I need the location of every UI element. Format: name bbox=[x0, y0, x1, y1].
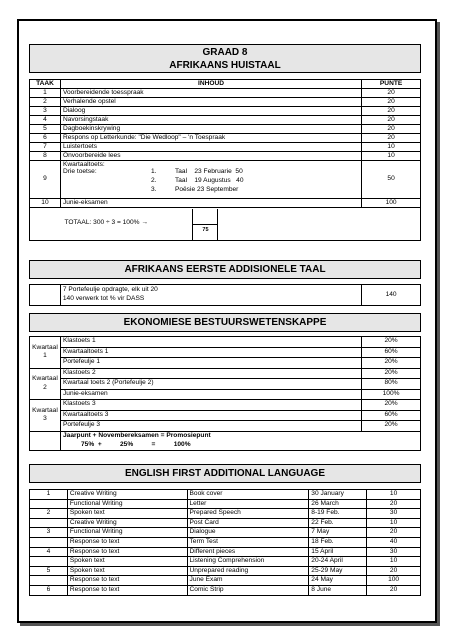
task-date: 22 Feb. bbox=[309, 518, 367, 528]
kwartaal-number: 3 bbox=[43, 415, 47, 423]
eat-line-1: 7 Portefeulje opdragte, elk uit 20 bbox=[62, 286, 158, 294]
row-marks: 10 bbox=[362, 143, 421, 152]
task-type: Creative Writing bbox=[67, 490, 187, 500]
task-marks: 30 bbox=[367, 547, 421, 557]
test-text: Taal 19 Augustus 40 bbox=[174, 177, 244, 185]
row-nr: 6 bbox=[30, 134, 61, 143]
row-marks: 20 bbox=[362, 134, 421, 143]
kwartaal-word: Kwartaal bbox=[32, 343, 58, 351]
eat-line-2: 140 verwerk tot % vir DASS bbox=[62, 295, 145, 302]
efal-row bbox=[30, 537, 421, 547]
huistaal-row bbox=[30, 143, 421, 152]
grade-title: GRAAD 8 bbox=[202, 47, 248, 58]
kwartaal-label bbox=[30, 337, 61, 369]
task-type: Functional Writing bbox=[67, 528, 187, 538]
task-content: Unprepared reading bbox=[187, 566, 309, 576]
task-marks: 100 bbox=[367, 576, 421, 586]
row-content: Junie-eksamen bbox=[60, 199, 361, 208]
task-marks: 10 bbox=[367, 557, 421, 567]
col-taak: TAAK bbox=[30, 80, 61, 89]
row-marks: 20 bbox=[362, 89, 421, 98]
task-nr bbox=[30, 557, 68, 567]
task-nr bbox=[30, 518, 68, 528]
row-content: Navorsingstaak bbox=[60, 116, 361, 125]
task-date: 18 Feb. bbox=[309, 537, 367, 547]
test-num: 2. bbox=[150, 177, 157, 185]
task-type: Response to text bbox=[67, 537, 187, 547]
row-content: Onvoorbereide lees bbox=[60, 152, 361, 161]
huistaal-table bbox=[29, 79, 421, 241]
kwartaaltoets-title: Kwartaaltoets: bbox=[62, 160, 105, 168]
efal-row bbox=[30, 518, 421, 528]
total-box-value: 75 bbox=[202, 226, 209, 233]
task-nr: 2 bbox=[30, 509, 68, 519]
task-date: 15 April bbox=[309, 547, 367, 557]
huistaal-total-row bbox=[30, 208, 421, 241]
task-date: 8 June bbox=[309, 585, 367, 595]
ems-item: Junie-eksamen bbox=[60, 389, 361, 400]
ems-table bbox=[29, 336, 421, 451]
col-inhoud: INHOUD bbox=[60, 80, 361, 89]
task-date: 26 March bbox=[309, 499, 367, 509]
task-marks: 20 bbox=[367, 566, 421, 576]
task-type: Spoken text bbox=[67, 557, 187, 567]
task-nr: 6 bbox=[30, 585, 68, 595]
test-text: Poësie 23 September bbox=[174, 186, 239, 194]
ems-row bbox=[30, 421, 421, 432]
efal-row bbox=[30, 576, 421, 586]
ems-item: Portefeulje 1 bbox=[60, 358, 361, 369]
task-marks: 20 bbox=[367, 499, 421, 509]
subject-title: AFRIKAANS HUISTAAL bbox=[169, 60, 281, 71]
ems-row bbox=[30, 358, 421, 369]
row-marks: 20 bbox=[362, 98, 421, 107]
task-type: Response to text bbox=[67, 547, 187, 557]
row-nr: 8 bbox=[30, 152, 61, 161]
task-type: Functional Writing bbox=[67, 499, 187, 509]
huistaal-row-10 bbox=[30, 199, 421, 208]
col-punte: PUNTE bbox=[362, 80, 421, 89]
task-nr bbox=[30, 499, 68, 509]
task-marks: 10 bbox=[367, 490, 421, 500]
ems-pct: 20% bbox=[362, 368, 421, 379]
ems-title: EKONOMIESE BESTUURSWETENSKAPPE bbox=[123, 317, 327, 328]
ems-pct: 80% bbox=[362, 379, 421, 390]
task-type: Response to text bbox=[67, 585, 187, 595]
ems-item: Kwartaaltoets 3 bbox=[60, 410, 361, 421]
task-date: 24 May bbox=[309, 576, 367, 586]
row-marks: 100 bbox=[362, 199, 421, 208]
row-content: Dagboekinskrywing bbox=[60, 125, 361, 134]
kwartaal-word: Kwartaal bbox=[32, 406, 58, 414]
row-nr: 1 bbox=[30, 89, 61, 98]
ems-formula-row bbox=[30, 431, 421, 450]
row-content: Verhalende opstel bbox=[60, 98, 361, 107]
huistaal-row bbox=[30, 125, 421, 134]
task-marks: 10 bbox=[367, 518, 421, 528]
ems-item: Kwartaal toets 2 (Portefeulje 2) bbox=[60, 379, 361, 390]
task-nr: 5 bbox=[30, 566, 68, 576]
ems-pct: 60% bbox=[362, 410, 421, 421]
task-date: 8-19 Feb. bbox=[309, 509, 367, 519]
ems-item: Klastoets 1 bbox=[60, 337, 361, 348]
row-nr: 2 bbox=[30, 98, 61, 107]
row-marks: 20 bbox=[362, 116, 421, 125]
task-marks: 30 bbox=[367, 509, 421, 519]
row-nr: 5 bbox=[30, 125, 61, 134]
task-date: 20-24 April bbox=[309, 557, 367, 567]
task-content: Letter bbox=[187, 499, 309, 509]
task-content: Comic Strip bbox=[187, 585, 309, 595]
task-content: Dialogue bbox=[187, 528, 309, 538]
ems-row bbox=[30, 389, 421, 400]
efal-row bbox=[30, 490, 421, 500]
ems-item: Portefeulje 3 bbox=[60, 421, 361, 432]
task-content: Post Card bbox=[187, 518, 309, 528]
eat-marks: 140 bbox=[362, 285, 421, 306]
ems-pct: 20% bbox=[362, 358, 421, 369]
row-content: Respons op Letterkunde: "Die Wedloop" – 'n Toespraak bbox=[60, 134, 361, 143]
efal-title: ENGLISH FIRST ADDITIONAL LANGUAGE bbox=[125, 468, 325, 479]
task-content: Listening Comprehension bbox=[187, 557, 309, 567]
row-marks: 20 bbox=[362, 125, 421, 134]
task-marks: 40 bbox=[367, 537, 421, 547]
huistaal-row-9 bbox=[30, 161, 421, 199]
efal-table bbox=[29, 489, 421, 596]
efal-row bbox=[30, 557, 421, 567]
ems-item: Klastoets 2 bbox=[60, 368, 361, 379]
huistaal-row bbox=[30, 116, 421, 125]
efal-row bbox=[30, 509, 421, 519]
ems-pct: 20% bbox=[362, 337, 421, 348]
test-text: Taal 23 Februarie 50 bbox=[174, 168, 243, 176]
ems-row bbox=[30, 347, 421, 358]
task-nr: 1 bbox=[30, 490, 68, 500]
promosie-formula bbox=[60, 431, 420, 450]
ems-pct: 100% bbox=[362, 389, 421, 400]
task-marks: 20 bbox=[367, 585, 421, 595]
total-formula: TOTAAL: 300 ÷ 3 = 100% → bbox=[64, 218, 148, 226]
row-content: Dialoog bbox=[60, 107, 361, 116]
eat-table bbox=[29, 284, 421, 306]
huistaal-row bbox=[30, 152, 421, 161]
row-nr: 10 bbox=[30, 199, 61, 208]
task-type: Response to text bbox=[67, 576, 187, 586]
efal-row bbox=[30, 566, 421, 576]
ems-pct: 20% bbox=[362, 421, 421, 432]
eat-title: AFRIKAANS EERSTE ADDISIONELE TAAL bbox=[124, 264, 326, 275]
task-date: 7 May bbox=[309, 528, 367, 538]
huistaal-row bbox=[30, 89, 421, 98]
row-marks: 10 bbox=[362, 152, 421, 161]
eat-description bbox=[60, 285, 361, 306]
efal-row bbox=[30, 499, 421, 509]
task-type: Creative Writing bbox=[67, 518, 187, 528]
ems-row bbox=[30, 410, 421, 421]
task-date: 25-29 May bbox=[309, 566, 367, 576]
row-nr: 4 bbox=[30, 116, 61, 125]
task-marks: 20 bbox=[367, 528, 421, 538]
task-content: Term Test bbox=[187, 537, 309, 547]
kwartaal-label bbox=[30, 368, 61, 400]
task-content: June Exam bbox=[187, 576, 309, 586]
row-content: Voorbereidende toesspraak bbox=[60, 89, 361, 98]
drie-toetse-label: Drie toetse: bbox=[62, 168, 97, 176]
ems-item: Klastoets 3 bbox=[60, 400, 361, 411]
task-date: 30 January bbox=[309, 490, 367, 500]
kwartaal-word: Kwartaal bbox=[32, 375, 58, 383]
formula-line-2: 75% + 25% = 100% bbox=[80, 440, 191, 448]
test-num: 3. bbox=[150, 186, 157, 194]
total-box bbox=[192, 209, 218, 240]
kwartaaltoetse-cell bbox=[60, 161, 361, 199]
huistaal-row bbox=[30, 98, 421, 107]
ems-row bbox=[30, 337, 421, 348]
ems-row bbox=[30, 368, 421, 379]
row-marks: 20 bbox=[362, 107, 421, 116]
efal-row bbox=[30, 547, 421, 557]
kwartaal-number: 2 bbox=[43, 383, 47, 391]
ems-pct: 60% bbox=[362, 347, 421, 358]
row-nr: 9 bbox=[30, 161, 61, 199]
huistaal-header-row bbox=[30, 80, 421, 89]
task-nr: 4 bbox=[30, 547, 68, 557]
task-nr: 3 bbox=[30, 528, 68, 538]
task-nr bbox=[30, 537, 68, 547]
huistaal-row bbox=[30, 134, 421, 143]
row-nr: 3 bbox=[30, 107, 61, 116]
task-content: Book cover bbox=[187, 490, 309, 500]
total-cell bbox=[60, 208, 420, 241]
task-type: Spoken text bbox=[67, 566, 187, 576]
formula-line-1: Jaarpunt + Novembereksamen = Promosiepunt bbox=[62, 431, 211, 439]
task-type: Spoken text bbox=[67, 509, 187, 519]
efal-row bbox=[30, 585, 421, 595]
efal-row bbox=[30, 528, 421, 538]
row-marks: 50 bbox=[362, 161, 421, 199]
ems-row bbox=[30, 400, 421, 411]
kwartaal-label bbox=[30, 400, 61, 432]
row-content: Luistertoets bbox=[60, 143, 361, 152]
ems-pct: 20% bbox=[362, 400, 421, 411]
kwartaal-number: 1 bbox=[43, 352, 47, 360]
task-content: Prepared Speech bbox=[187, 509, 309, 519]
task-content: Different pieces bbox=[187, 547, 309, 557]
ems-item: Kwartaaltoets 1 bbox=[60, 347, 361, 358]
task-nr bbox=[30, 576, 68, 586]
eat-row bbox=[30, 285, 421, 306]
huistaal-row bbox=[30, 107, 421, 116]
row-nr: 7 bbox=[30, 143, 61, 152]
test-num: 1. bbox=[150, 168, 157, 176]
ems-row bbox=[30, 379, 421, 390]
